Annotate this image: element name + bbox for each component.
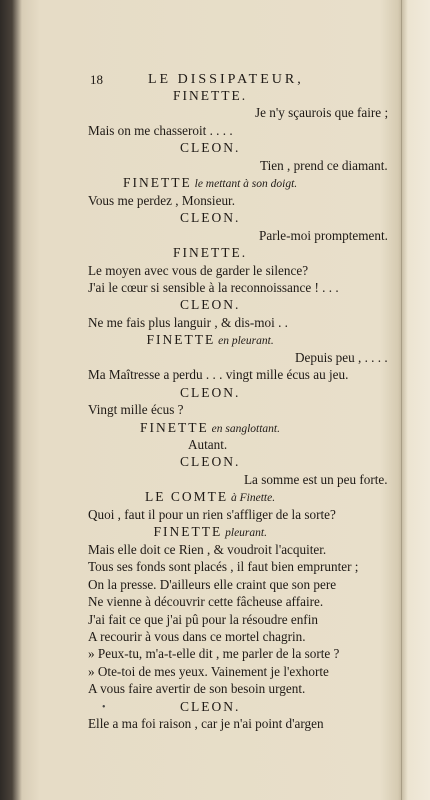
- stage-direction: le mettant à son doigt.: [191, 178, 298, 191]
- speaker-with-direction: [147, 332, 274, 349]
- speaker-name: CLEON.: [180, 140, 241, 156]
- speaker-with-direction: [154, 524, 267, 541]
- speaker-with-direction: [145, 489, 275, 506]
- speaker-name: FINETTE: [123, 175, 192, 191]
- speaker-name: FINETTE: [146, 332, 216, 348]
- speaker-name: LE COMTE: [145, 489, 229, 505]
- verse-line-continued: Autant.: [188, 437, 228, 452]
- speaker-name: FINETTE.: [173, 245, 248, 261]
- page-number: 18: [90, 72, 103, 87]
- verse-line-continued: Tien , prend ce diamant.: [260, 157, 388, 173]
- page-mark: •: [102, 702, 106, 713]
- verse-line: Ma Maîtresse a perdu . . . vingt mille écus au jeu.: [88, 367, 349, 383]
- next-page-edge: [401, 0, 430, 800]
- speaker-name: CLEON.: [180, 297, 241, 313]
- speaker-name: FINETTE: [153, 524, 223, 540]
- verse-line-continued: Je n'y sçaurois que faire ;: [255, 105, 389, 121]
- verse-line: » Ote-toi de mes yeux. Vainement je l'exhorte: [88, 663, 329, 679]
- book-page: [22, 0, 402, 800]
- speaker-name: FINETTE.: [173, 88, 248, 103]
- verse-line: A vous faire avertir de son besoin urgent.: [88, 681, 306, 697]
- verse-line-continued: Parle-moi promptement.: [259, 227, 388, 243]
- verse-line-continued: La somme est un peu forte.: [244, 471, 388, 487]
- verse-line: Quoi , faut il pour un rien s'affliger de la sorte?: [88, 506, 336, 522]
- verse-line: Le moyen avec vous de garder le silence?: [88, 262, 309, 278]
- speaker-name: CLEON.: [180, 698, 241, 714]
- stage-direction: pleurant.: [222, 527, 267, 540]
- verse-line: J'ai le cœur si sensible à la reconnoissance ! . . .: [88, 279, 339, 295]
- verse-line: A recourir à vous dans ce mortel chagrin.: [88, 628, 306, 644]
- verse-line: Ne me fais plus languir , & dis-moi . .: [88, 314, 288, 330]
- verse-line: On la presse. D'ailleurs elle craint que son pere: [88, 576, 337, 592]
- verse-line: Elle a ma foi raison , car je n'ai point d'argen: [88, 716, 324, 732]
- speaker-with-direction: [123, 175, 297, 192]
- verse-line: Ne vienne à découvrir cette fâcheuse affaire.: [88, 594, 324, 610]
- verse-line-continued: Depuis peu , . . . .: [295, 349, 388, 365]
- verse-line: Vingt mille écus ?: [88, 402, 184, 418]
- speaker-name: CLEON.: [180, 454, 241, 470]
- verse-line: Mais elle doit ce Rien , & voudroit l'acquiter.: [88, 541, 327, 557]
- verse-line: Mais on me chasseroit . . . .: [88, 122, 233, 138]
- speaker-name: CLEON.: [180, 384, 241, 400]
- speaker-with-direction: [140, 420, 280, 437]
- stage-direction: en pleurant.: [215, 335, 274, 348]
- speaker-name: CLEON.: [180, 210, 241, 226]
- verse-line: Tous ses fonds sont placés , il faut bien emprunter ;: [88, 559, 359, 575]
- verse-line: Vous me perdez , Monsieur.: [88, 192, 235, 208]
- stage-direction: en sanglottant.: [208, 422, 280, 435]
- verse-line: » Peux-tu, m'a-t-elle dit , me parler de la sorte ?: [88, 646, 340, 662]
- speaker-name: FINETTE: [140, 419, 209, 435]
- stage-direction: à Finette.: [228, 492, 276, 505]
- running-head: LE DISSIPATEUR,: [148, 72, 304, 87]
- verse-line: J'ai fait ce que j'ai pû pour la résoudre enfin: [88, 611, 318, 627]
